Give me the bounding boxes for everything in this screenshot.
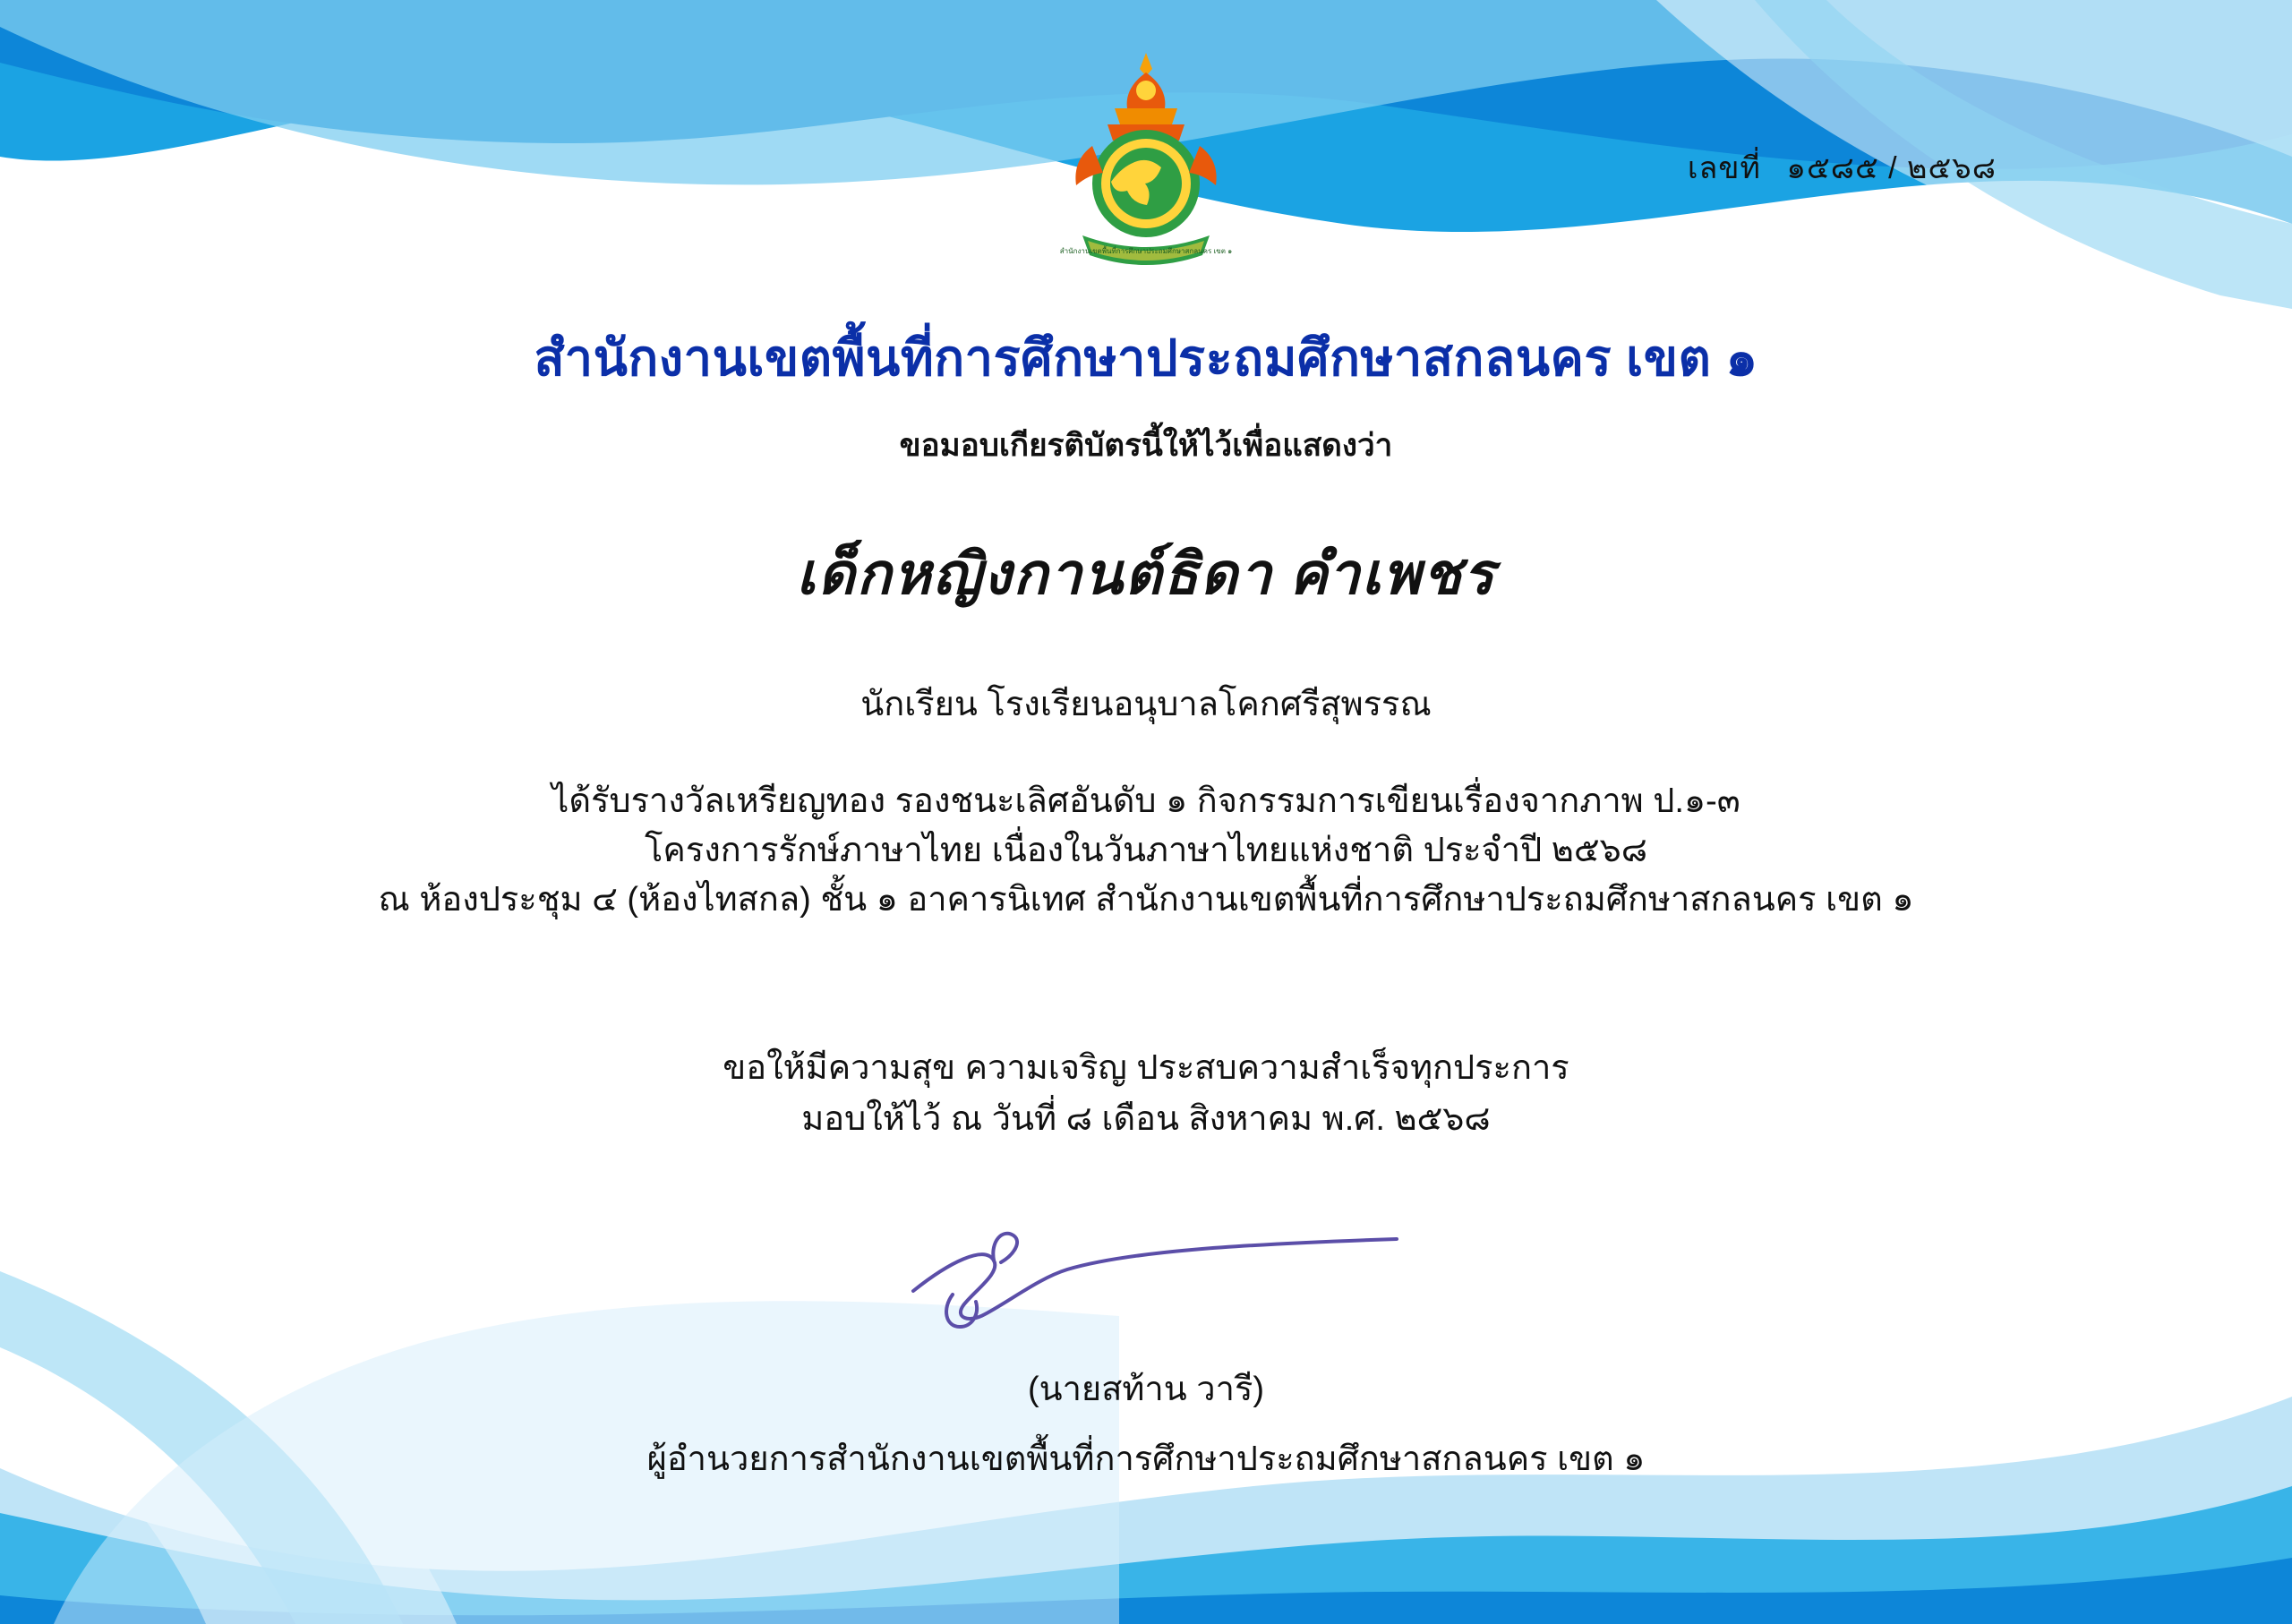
wishes-block — [0, 1043, 2292, 1145]
award-line-3: ณ ห้องประชุม ๔ (ห้องไทสกล) ชั้น ๑ อาคารนิเทศ สำนักงานเขตพื้นที่การศึกษาประถมศึกษาสกลนคร เขต ๑ — [378, 881, 1914, 919]
handwritten-signature-icon — [860, 1209, 1432, 1343]
award-line-1: ได้รับรางวัลเหรียญทอง รองชนะเลิศอันดับ ๑ กิจกรรมการเขียนเรื่องจากภาพ ป.๑-๓ — [552, 782, 1740, 820]
wishes-line-1: ขอให้มีความสุข ความเจริญ ประสบความสำเร็จทุกประการ — [723, 1049, 1569, 1087]
thai-royal-garuda-emblem-icon — [1052, 49, 1240, 291]
signer-title: ผู้อำนวยการสำนักงานเขตพื้นที่การศึกษาประถมศึกษาสกลนคร เขต ๑ — [646, 1440, 1646, 1478]
document-number-value: ๑๕๘๕ / ๒๕๖๘ — [1786, 151, 1997, 185]
award-details — [0, 777, 2292, 925]
page-title: สำนักงานเขตพื้นที่การศึกษาประถมศึกษาสกลนคร เขต ๑ — [534, 329, 1758, 386]
svg-text:สำนักงานเขตพื้นที่การศึกษาประถ: สำนักงานเขตพื้นที่การศึกษาประถมศึกษาสกลนคร เขต ๑ — [1059, 247, 1233, 255]
document-number-label: เลขที่ — [1687, 151, 1761, 185]
signer-name: (นายสท้าน วารี) — [1027, 1371, 1265, 1408]
certificate-subtitle: ขอมอบเกียรติบัตรนี้ให้ไว้เพื่อแสดงว่า — [899, 428, 1393, 463]
recipient-name: เด็กหญิงกานต์ธิดา คำเพชร — [796, 543, 1496, 606]
recipient-school: นักเรียน โรงเรียนอนุบาลโคกศรีสุพรรณ — [860, 686, 1432, 723]
issue-date-line: มอบให้ไว้ ณ วันที่ ๘ เดือน สิงหาคม พ.ศ. ๒๕๖๘ — [801, 1100, 1491, 1138]
document-number — [1688, 143, 1997, 192]
award-line-2: โครงการรักษ์ภาษาไทย เนื่องในวันภาษาไทยแห่งชาติ ประจำปี ๒๕๖๘ — [644, 832, 1648, 870]
